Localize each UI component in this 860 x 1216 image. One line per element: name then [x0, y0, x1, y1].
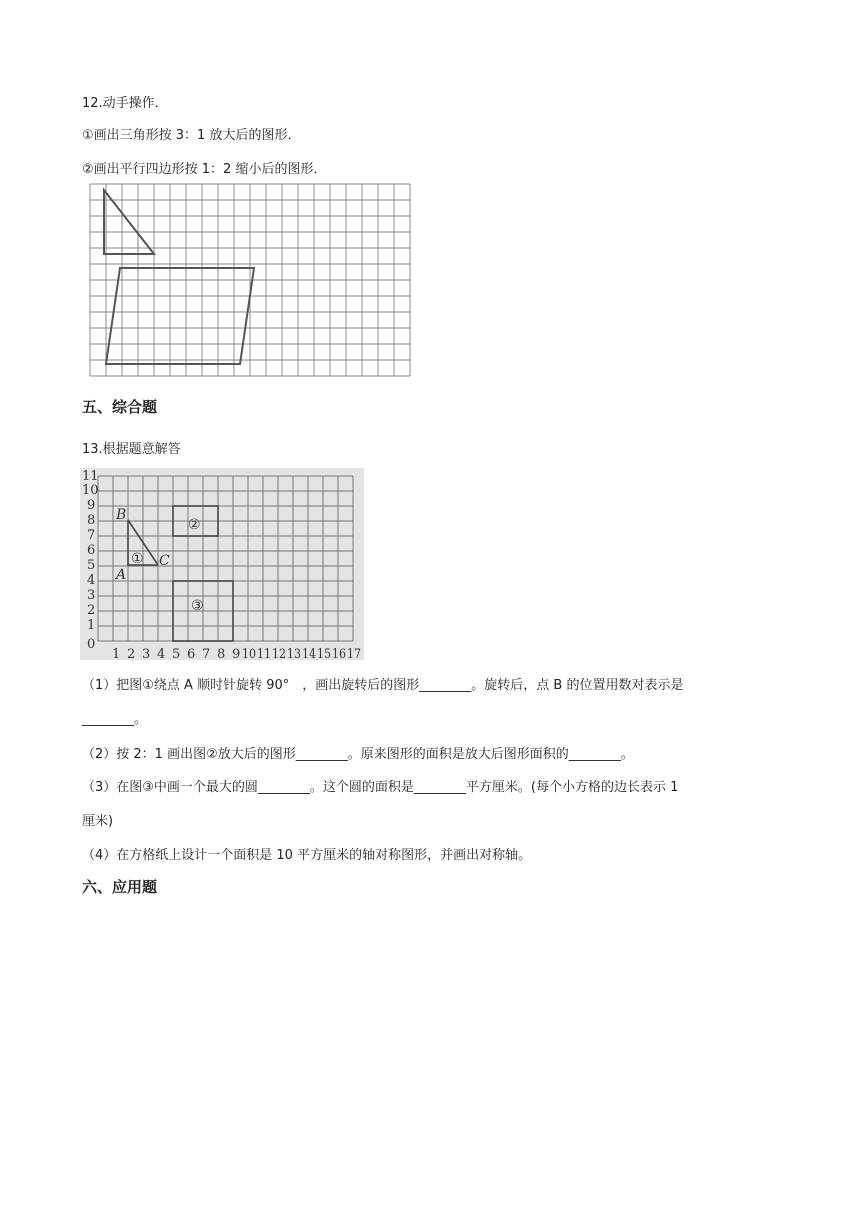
q13-coordinate-grid — [80, 468, 364, 660]
section-6-heading: 六、应用题 — [82, 878, 158, 896]
x-label-12: 12 — [272, 647, 286, 660]
y-label-3: 3 — [87, 588, 96, 603]
q12-title: 12.动手操作． — [82, 96, 168, 111]
y-label-4: 4 — [87, 573, 96, 588]
section-5-heading: 五、综合题 — [82, 398, 158, 416]
q12-item-1: ①画出三角形按 3：1 放大后的图形． — [82, 128, 301, 143]
point-a-label: A — [116, 567, 127, 583]
point-c-label: C — [159, 553, 170, 569]
x-label-9: 9 — [232, 647, 241, 660]
y-label-1: 1 — [87, 618, 96, 633]
x-label-14: 14 — [302, 647, 316, 660]
x-label-7: 7 — [202, 647, 211, 660]
y-label-5: 5 — [87, 558, 96, 573]
x-label-2: 2 — [127, 647, 136, 660]
x-label-10: 10 — [242, 647, 256, 660]
x-label-15: 15 — [317, 647, 331, 660]
shape-3-label: ③ — [191, 598, 204, 614]
q13-part-2: （2）按 2：1 画出图②放大后的图形________。原来图形的面积是放大后图形面积的________。 — [82, 747, 634, 762]
x-label-13: 13 — [287, 647, 301, 660]
y-label-8: 8 — [87, 513, 96, 528]
x-label-1: 1 — [112, 647, 121, 660]
x-label-11: 11 — [257, 647, 271, 660]
point-b-label: B — [116, 507, 127, 523]
q13-part-4: （4）在方格纸上设计一个面积是 10 平方厘米的轴对称图形，并画出对称轴。 — [82, 848, 532, 863]
q12-grid-figure — [88, 182, 424, 386]
x-label-16: 16 — [332, 647, 346, 660]
x-label-4: 4 — [157, 647, 166, 660]
y-label-6: 6 — [87, 543, 96, 558]
q12-item-2: ②画出平行四边形按 1：2 缩小后的图形． — [82, 162, 327, 177]
y-label-10: 10 — [82, 483, 99, 498]
q13-title: 13.根据题意解答 — [82, 442, 181, 457]
shape-1-label: ① — [131, 551, 144, 567]
x-label-6: 6 — [187, 647, 196, 660]
shape-2-label: ② — [188, 517, 201, 533]
y-label-11: 11 — [82, 469, 99, 484]
y-label-9: 9 — [87, 498, 96, 513]
q13-part-3-line-2: 厘米) — [82, 814, 114, 829]
y-label-2: 2 — [87, 603, 96, 618]
x-label-8: 8 — [217, 647, 226, 660]
x-label-3: 3 — [142, 647, 151, 660]
x-label-5: 5 — [172, 647, 181, 660]
q13-part-3-line-1: （3）在图③中画一个最大的圆________。这个圆的面积是________平方厘米。(每个小方格的边长表示 1 — [82, 780, 679, 795]
y-label-0: 0 — [87, 637, 96, 652]
x-label-17: 17 — [347, 647, 361, 660]
q13-part-1-line-2: ________。 — [82, 712, 148, 727]
q13-part-1-line-1: （1）把图①绕点 A 顺时针旋转 90° ，画出旋转后的图形________。旋转后，点 B 的位置用数对表示是 — [82, 678, 684, 693]
y-label-7: 7 — [87, 528, 96, 543]
